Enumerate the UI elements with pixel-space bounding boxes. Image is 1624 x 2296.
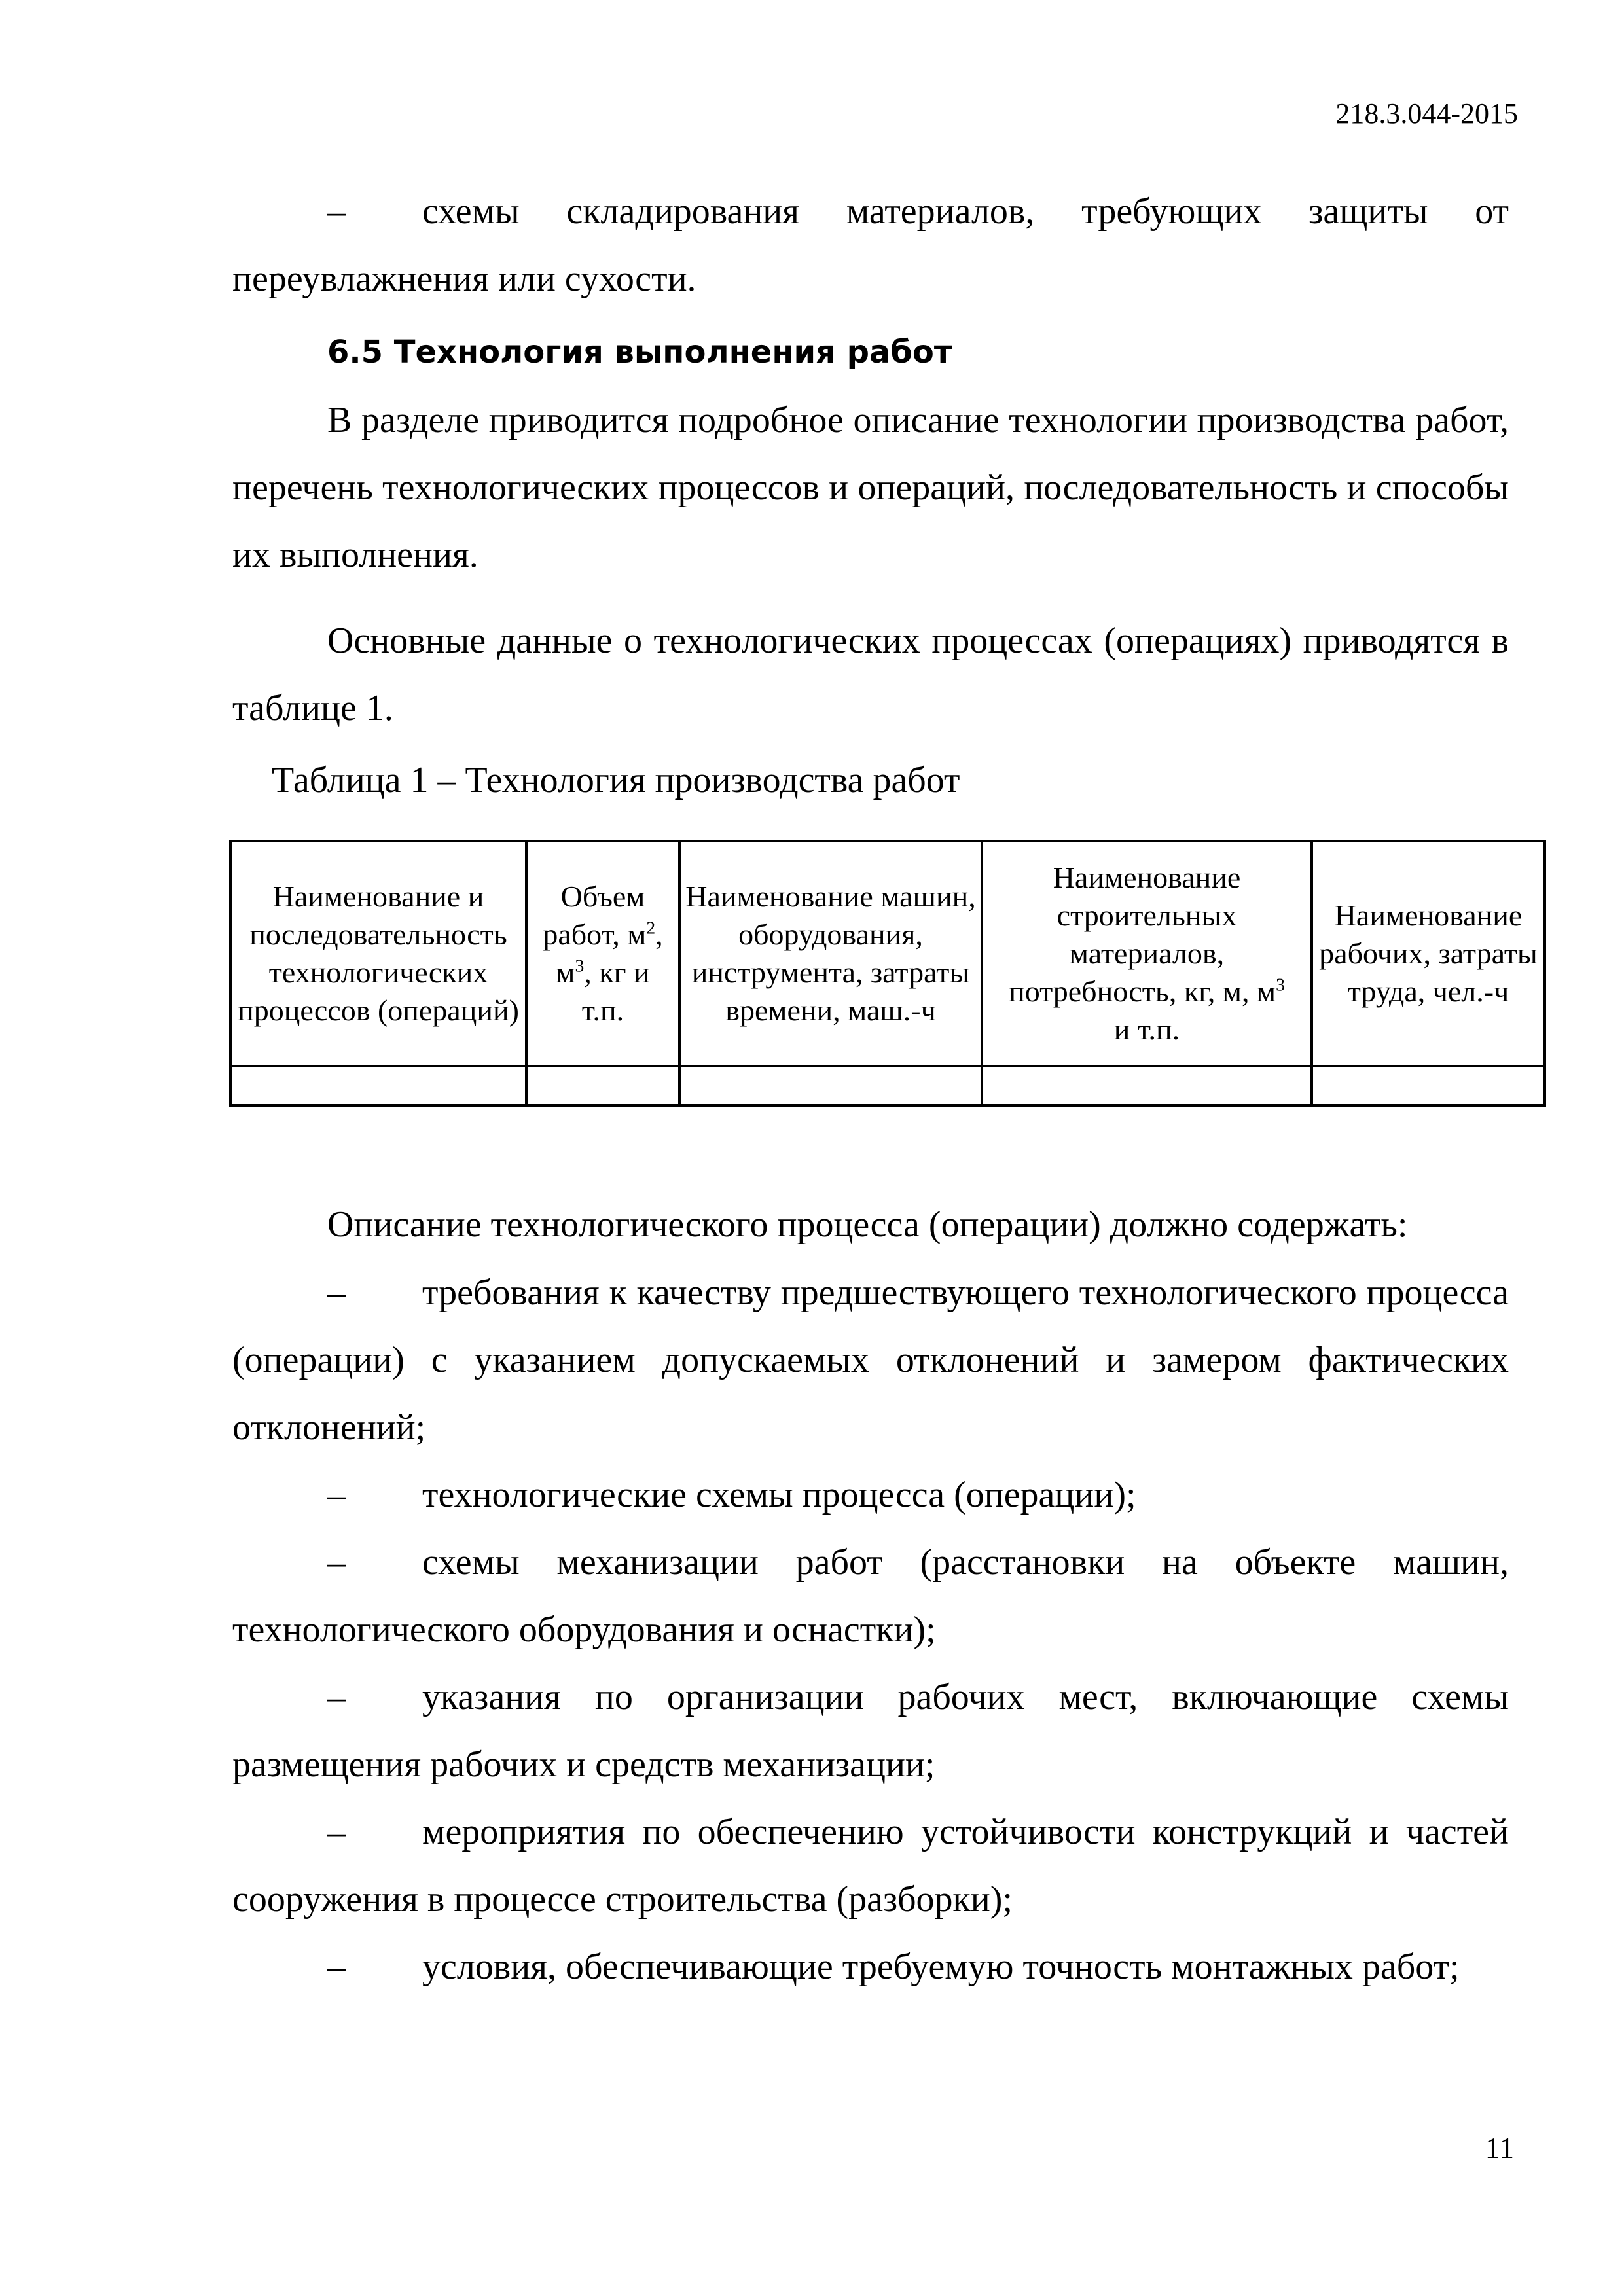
list-item: [232, 1933, 1509, 2001]
intro-list-item: [232, 178, 1509, 313]
section-paragraph-2: Основные данные о технологических процессах (операциях) приводятся в таблице 1.: [232, 620, 1509, 728]
dash-marker: –: [327, 1946, 346, 1987]
table-header-cell: Объем работ, $м^2$, $м^3$, кг и т.п.: [526, 841, 679, 1066]
dash-marker: –: [327, 1677, 346, 1717]
table-cell: [526, 1066, 679, 1105]
table-caption: Таблица 1 – Технология производства работ: [272, 760, 960, 800]
table-header-row: [230, 841, 1545, 1066]
list-item: [232, 1529, 1509, 1664]
section-paragraph-1: В разделе приводится подробное описание технологии производства работ, перечень технологических процессов и операций, последовательность и способы их выполнения.: [232, 400, 1509, 575]
intro-item-line1: [232, 178, 1509, 245]
intro-item-text1: схемы складирования материалов, требующих защиты от: [422, 191, 1509, 232]
dash-marker: –: [327, 1272, 346, 1313]
dash-marker: –: [327, 191, 346, 232]
dash-marker: –: [327, 1812, 346, 1852]
list-item-text: схемы механизации работ (расстановки на объекте машин, технологического оборудования и оснастки);: [232, 1542, 1509, 1650]
table-header-cell: Наименование машин, оборудования, инструмента, затраты времени, маш.-ч: [679, 841, 982, 1066]
list-item: [232, 1664, 1509, 1799]
list-item-text: требования к качеству предшествующего технологического процесса (операции) с указанием допускаемых отклонений и замером фактических отклонений;: [232, 1272, 1509, 1448]
list-item-text: мероприятия по обеспечению устойчивости конструкций и частей сооружения в процессе строительства (разборки);: [232, 1812, 1509, 1920]
list-item: [232, 1462, 1509, 1529]
description-intro: Описание технологического процесса (операции) должно содержать:: [327, 1204, 1408, 1245]
table-cell: [1312, 1066, 1545, 1105]
section-heading: 6.5 Технология выполнения работ: [327, 334, 952, 370]
dash-marker: –: [327, 1475, 346, 1515]
technology-table: [229, 840, 1546, 1107]
list-item-text: технологические схемы процесса (операции);: [422, 1475, 1136, 1515]
dash-marker: –: [327, 1542, 346, 1583]
description-list: [232, 1259, 1509, 2001]
table-cell: [982, 1066, 1312, 1105]
document-code: 218.3.044-2015: [1335, 98, 1518, 130]
table-header-cell: Наименование рабочих, затраты труда, чел.-ч: [1312, 841, 1545, 1066]
list-item: [232, 1259, 1509, 1462]
list-item: [232, 1799, 1509, 1933]
table-row: [230, 1066, 1545, 1105]
list-item-text: условия, обеспечивающие требуемую точность монтажных работ;: [422, 1946, 1460, 1987]
table-cell: [230, 1066, 526, 1105]
table-header-cell: Наименование строительных материалов, потребность, кг, м, $м^3$ и т.п.: [982, 841, 1312, 1066]
list-item-text: указания по организации рабочих мест, включающие схемы размещения рабочих и средств механизации;: [232, 1677, 1509, 1785]
table-header-cell: Наименование и последовательность технологических процессов (операций): [230, 841, 526, 1066]
table-cell: [679, 1066, 982, 1105]
intro-item-line2: переувлажнения или сухости.: [232, 259, 696, 299]
page-number: 11: [1485, 2131, 1514, 2164]
